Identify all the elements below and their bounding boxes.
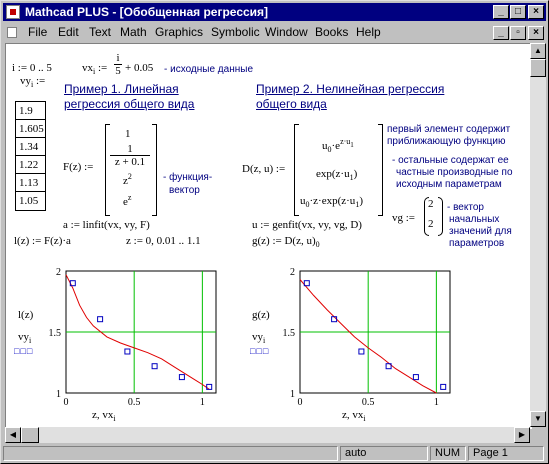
right-ylabel-points: $vy_i$ xyxy=(252,331,266,345)
title-bar[interactable] xyxy=(3,3,546,21)
y-tick-label: 1.5 xyxy=(282,328,295,339)
vy-label[interactable]: $vy_i$ := xyxy=(20,75,46,89)
vy-cell: 1.13 xyxy=(16,174,45,192)
note-func-line2: вектор xyxy=(169,185,200,196)
D-row3: $u_0\cdot z\cdot\exp(z\cdot u_1)$ xyxy=(300,195,363,209)
F-row3: $z^2$ xyxy=(123,172,132,187)
status-page: Page 1 xyxy=(468,446,544,461)
note-vg-line2: начальных xyxy=(449,214,500,225)
x-tick-label: 0 xyxy=(297,397,303,408)
note-vg-line1: - вектор xyxy=(447,202,484,213)
example1-title-line2: регрессия общего вида xyxy=(64,97,195,111)
vg-value: 2 xyxy=(428,218,434,230)
note-vg-line4: параметров xyxy=(449,238,505,249)
doc-close-button[interactable]: × xyxy=(528,26,544,40)
D-def-lhs[interactable]: D(z, u) := xyxy=(242,163,286,175)
menu-symbolic[interactable]: Symbolic xyxy=(211,25,260,39)
D-left-bracket xyxy=(294,124,299,216)
D-row1: $u_0\cdot e^{z\cdot u}1$ xyxy=(322,137,354,154)
F-right-bracket xyxy=(152,124,157,216)
note-func-line1: - функция- xyxy=(163,172,213,183)
left-regression-chart[interactable] xyxy=(44,262,224,412)
F-left-bracket xyxy=(105,124,110,216)
right-legend-markers: □□□ xyxy=(250,346,270,356)
horizontal-scrollbar[interactable] xyxy=(5,427,530,443)
def-vx-fraction: $\frac{i}{5}$ xyxy=(115,52,121,77)
D-row2: $\exp(z\cdot u_1)$ xyxy=(316,168,358,182)
x-tick-label: 0.5 xyxy=(127,397,141,408)
scroll-up-button[interactable]: ▲ xyxy=(530,43,546,59)
example2-title-line2: общего вида xyxy=(256,97,327,111)
worksheet[interactable] xyxy=(5,43,532,429)
x-tick-label: 1 xyxy=(199,397,205,408)
menu-bar xyxy=(3,23,546,42)
x-tick-label: 0 xyxy=(63,397,69,408)
z-range-def[interactable]: z := 0, 0.01 .. 1.1 xyxy=(126,235,201,247)
status-message xyxy=(3,446,338,461)
note-source-data: - исходные данные xyxy=(164,64,253,75)
doc-minimize-button[interactable]: _ xyxy=(493,26,509,40)
minimize-button[interactable]: _ xyxy=(493,5,509,19)
y-tick-label: 1 xyxy=(290,389,295,400)
linfit-def[interactable]: a := linfit(vx, vy, F) xyxy=(63,219,150,231)
close-button[interactable]: × xyxy=(528,5,544,19)
y-tick-label: 2 xyxy=(56,267,61,278)
vy-cell: 1.05 xyxy=(19,195,39,207)
vg-right-bracket xyxy=(438,197,443,236)
menu-text[interactable]: Text xyxy=(89,25,112,39)
left-xlabel: z, $vx_i$ xyxy=(92,409,116,423)
F-row2-fraction: $\frac{1}{z + 0.1}$ xyxy=(110,143,150,169)
document-icon[interactable] xyxy=(7,27,17,38)
right-regression-chart[interactable] xyxy=(278,262,458,412)
status-bar xyxy=(3,445,546,463)
l-def[interactable]: l(z) := F(z)·a xyxy=(14,235,71,247)
def-vx-tail: + 0.05 xyxy=(125,62,154,74)
menu-math[interactable]: Math xyxy=(120,25,147,39)
x-tick-label: 1 xyxy=(433,397,439,408)
def-vx[interactable]: $vx_i$ := xyxy=(82,62,108,76)
D-right-bracket xyxy=(378,124,383,216)
note-vg-line3: значений для xyxy=(449,226,512,237)
vg-def-lhs[interactable]: vg := xyxy=(392,212,416,224)
app-icon[interactable] xyxy=(6,5,20,19)
scroll-left-button[interactable]: ◀ xyxy=(5,427,21,443)
vertical-scroll-thumb[interactable] xyxy=(530,59,546,77)
vy-cell: 1.34 xyxy=(16,138,45,156)
left-ylabel-fn: l(z) xyxy=(18,309,34,321)
vy-table[interactable] xyxy=(15,101,46,211)
example1-title-line1: Пример 1. Линейная xyxy=(64,82,179,96)
vy-cell: 1.22 xyxy=(16,156,45,174)
y-tick-label: 2 xyxy=(290,267,295,278)
F-row1: 1 xyxy=(125,128,131,140)
note-d1-line1: первый элемент содержит xyxy=(387,124,511,135)
status-num: NUM xyxy=(430,446,466,461)
status-mode: auto xyxy=(340,446,428,461)
menu-help[interactable]: Help xyxy=(356,25,381,39)
example2-title-line1: Пример 2. Нелинейная регрессия xyxy=(256,82,445,96)
note-d1-line2: приближающую функцию xyxy=(387,136,506,147)
menu-file[interactable]: File xyxy=(28,25,48,39)
left-legend-markers: □□□ xyxy=(14,346,34,356)
scroll-right-button[interactable]: ▶ xyxy=(514,427,530,443)
maximize-button[interactable]: □ xyxy=(510,5,526,19)
F-row4: $e^z$ xyxy=(123,193,132,208)
vertical-scrollbar[interactable] xyxy=(530,43,546,427)
scroll-down-button[interactable]: ▼ xyxy=(530,411,546,427)
window-title: Mathcad PLUS - [Обобщенная регрессия] xyxy=(25,5,269,19)
vy-cell: 1.605 xyxy=(16,120,45,138)
menu-window[interactable]: Window xyxy=(265,25,308,39)
y-tick-label: 1.5 xyxy=(48,328,61,339)
g-def[interactable]: g(z) := D(z, $u)_0$ xyxy=(252,235,320,249)
vg-value: 2 xyxy=(428,198,434,210)
menu-edit[interactable]: Edit xyxy=(58,25,79,39)
menu-books[interactable]: Books xyxy=(315,25,349,39)
def-i[interactable]: i := 0 .. 5 xyxy=(12,62,52,74)
note-d2-line1: - остальные содержат ее xyxy=(392,155,509,166)
vy-cell: 1.9 xyxy=(16,102,45,120)
right-ylabel-fn: g(z) xyxy=(252,309,270,321)
right-xlabel: z, $vx_i$ xyxy=(342,409,366,423)
x-tick-label: 0.5 xyxy=(361,397,375,408)
F-def-lhs[interactable]: F(z) := xyxy=(63,161,94,173)
left-ylabel-points: $vy_i$ xyxy=(18,331,32,345)
y-tick-label: 1 xyxy=(56,389,61,400)
note-d2-line2: частные производные по xyxy=(396,167,513,178)
menu-graphics[interactable]: Graphics xyxy=(155,25,204,39)
doc-restore-button[interactable]: ▫ xyxy=(510,26,526,40)
genfit-def[interactable]: u := genfit(vx, vy, vg, D) xyxy=(252,219,362,231)
horizontal-scroll-thumb[interactable] xyxy=(21,427,39,443)
note-d2-line3: исходным параметрам xyxy=(396,179,502,190)
